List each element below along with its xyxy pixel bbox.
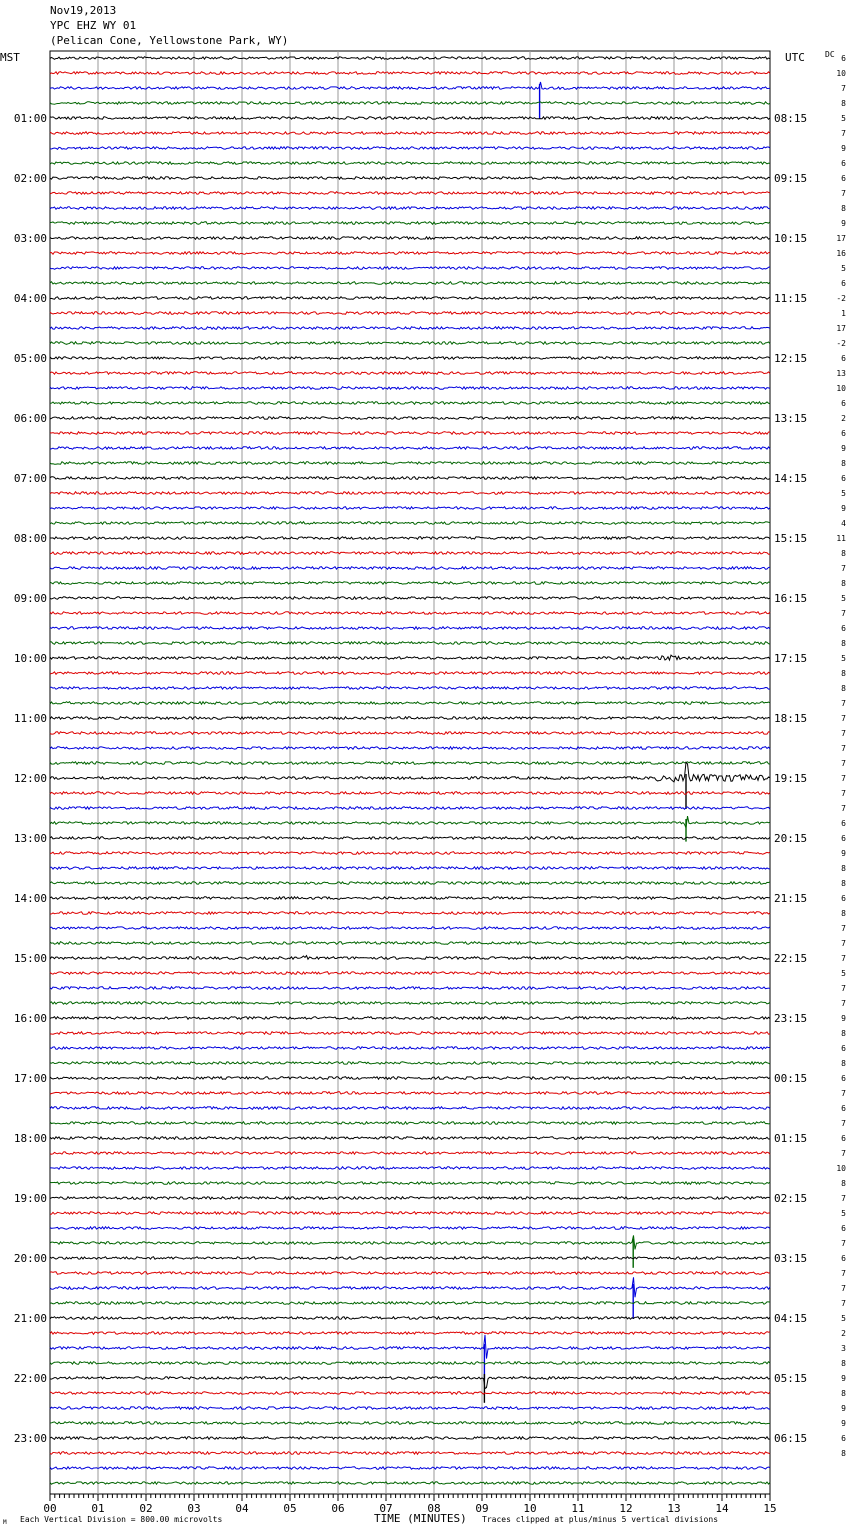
trace-row: [50, 627, 770, 630]
trace-row: [50, 642, 770, 645]
dc-offset-label: 10: [836, 1164, 846, 1173]
trace-row: [50, 57, 770, 60]
dc-offset-label: 5: [841, 969, 846, 978]
utc-label: UTC: [785, 51, 805, 64]
trace-row: [50, 1317, 770, 1320]
trace-row: [50, 372, 770, 375]
dc-offset-label: 7: [841, 1089, 846, 1098]
dc-offset-label: 7: [841, 774, 846, 783]
trace-row: [50, 267, 770, 270]
scale-note: Each Vertical Division = 800.00 microvolts: [20, 1515, 223, 1524]
dc-offset-label: 7: [841, 714, 846, 723]
clip-note: Traces clipped at plus/minus 5 vertical divisions: [482, 1515, 719, 1524]
dc-offset-label: 6: [841, 624, 846, 633]
trace-row: [50, 612, 770, 615]
trace-row: [50, 897, 770, 900]
trace-row: [50, 1047, 770, 1050]
trace-row: [50, 1482, 770, 1485]
trace-row: [50, 432, 770, 435]
utc-hour-label: 00:15: [774, 1072, 808, 1085]
trace-row: [50, 507, 770, 510]
dc-offset-label: 6: [841, 429, 846, 438]
dc-offset-label: 8: [841, 1359, 846, 1368]
x-tick-label: 14: [715, 1502, 729, 1515]
trace-row: [50, 1197, 770, 1200]
mst-hour-label: 06:00: [13, 412, 47, 425]
dc-offset-label: 7: [841, 729, 846, 738]
dc-offset-label: 1: [841, 309, 846, 318]
dc-offset-label: 7: [841, 1269, 846, 1278]
trace-row: [50, 747, 770, 750]
trace-row: [50, 357, 770, 360]
mst-hour-label: 12:00: [13, 772, 47, 785]
trace-row: [50, 1377, 770, 1389]
mst-hour-label: 01:00: [13, 112, 47, 125]
trace-row: [50, 1152, 770, 1155]
dc-offset-label: 6: [841, 399, 846, 408]
dc-offset-label: 6: [841, 1044, 846, 1053]
trace-row: [50, 342, 770, 345]
utc-hour-label: 21:15: [774, 892, 808, 905]
x-tick-label: 07: [379, 1502, 393, 1515]
dc-offset-label: 8: [841, 549, 846, 558]
mst-hour-label: 04:00: [13, 292, 47, 305]
trace-row: [50, 102, 770, 105]
mst-hour-label: 14:00: [13, 892, 47, 905]
dc-offset-label: 6: [841, 54, 846, 63]
x-tick-label: 08: [427, 1502, 441, 1515]
dc-offset-label: 8: [841, 459, 846, 468]
dc-offset-label: 7: [841, 759, 846, 768]
dc-offset-label: 7: [841, 564, 846, 573]
dc-offset-label: 2: [841, 1329, 846, 1338]
mst-label: MST: [0, 51, 20, 64]
trace-row: [50, 837, 770, 840]
dc-offset-label: 6: [841, 1224, 846, 1233]
utc-hour-label: 23:15: [774, 1012, 808, 1025]
trace-row: [50, 132, 770, 135]
trace-row: [50, 82, 770, 89]
trace-row: [50, 192, 770, 195]
dc-offset-label: 16: [836, 249, 846, 258]
trace-row: [50, 552, 770, 555]
mst-hour-label: 11:00: [13, 712, 47, 725]
x-tick-label: 00: [43, 1502, 57, 1515]
trace-row: [50, 1257, 770, 1260]
trace-row: [50, 447, 770, 450]
dc-offset-label: 7: [841, 1194, 846, 1203]
mst-hour-label: 05:00: [13, 352, 47, 365]
trace-row: [50, 732, 770, 735]
dc-offset-label: -2: [836, 294, 846, 303]
x-tick-label: 15: [763, 1502, 777, 1515]
dc-offset-label: 7: [841, 1149, 846, 1158]
dc-offset-label: 7: [841, 189, 846, 198]
trace-row: [50, 312, 770, 315]
utc-hour-label: 01:15: [774, 1132, 808, 1145]
dc-offset-label: 9: [841, 1374, 846, 1383]
dc-offset-label: 2: [841, 414, 846, 423]
dc-offset-label: 6: [841, 174, 846, 183]
utc-hour-label: 04:15: [774, 1312, 808, 1325]
trace-row: [50, 567, 770, 570]
mst-hour-label: 07:00: [13, 472, 47, 485]
dc-offset-label: 8: [841, 99, 846, 108]
trace-row: [50, 816, 770, 828]
utc-hour-label: 03:15: [774, 1252, 808, 1265]
dc-offset-label: 7: [841, 609, 846, 618]
utc-hour-label: 16:15: [774, 592, 808, 605]
trace-row: [50, 1362, 770, 1365]
trace-row: [50, 882, 770, 885]
dc-offset-label: 7: [841, 1239, 846, 1248]
trace-row: [50, 1332, 770, 1335]
header-location: (Pelican Cone, Yellowstone Park, WY): [50, 34, 289, 47]
dc-offset-label: 7: [841, 699, 846, 708]
dc-offset-label: 8: [841, 684, 846, 693]
trace-row: [50, 1437, 770, 1440]
mst-hour-label: 03:00: [13, 232, 47, 245]
dc-offset-label: 10: [836, 384, 846, 393]
dc-offset-label: 7: [841, 84, 846, 93]
mst-hour-label: 08:00: [13, 532, 47, 545]
dc-offset-label: 8: [841, 669, 846, 678]
trace-row: [50, 1467, 770, 1470]
trace-row: [50, 387, 770, 390]
trace-row: [50, 597, 770, 600]
utc-hour-label: 09:15: [774, 172, 808, 185]
utc-hour-label: 22:15: [774, 952, 808, 965]
trace-row: [50, 1302, 770, 1305]
trace-row: [50, 672, 770, 675]
trace-row: [50, 717, 770, 720]
dc-offset-label: 9: [841, 504, 846, 513]
x-tick-label: 01: [91, 1502, 105, 1515]
mst-hour-label: 22:00: [13, 1372, 47, 1385]
utc-hour-label: 11:15: [774, 292, 808, 305]
dc-offset-label: 5: [841, 654, 846, 663]
trace-row: [50, 402, 770, 405]
dc-offset-label: 8: [841, 1389, 846, 1398]
header-date: Nov19,2013: [50, 4, 117, 17]
mst-hour-label: 17:00: [13, 1072, 47, 1085]
dc-offset-label: 6: [841, 834, 846, 843]
utc-hour-label: 08:15: [774, 112, 808, 125]
dc-offset-label: 7: [841, 804, 846, 813]
dc-offset-label: 5: [841, 1314, 846, 1323]
dc-offset-label: 5: [841, 264, 846, 273]
trace-row: [50, 237, 770, 240]
trace-row: [50, 1092, 770, 1095]
dc-offset-label: 9: [841, 444, 846, 453]
dc-offset-label: 9: [841, 1404, 846, 1413]
dc-offset-label: 6: [841, 159, 846, 168]
trace-row: [50, 1272, 770, 1275]
dc-offset-label: 17: [836, 324, 846, 333]
utc-hour-label: 13:15: [774, 412, 808, 425]
trace-row: [50, 327, 770, 330]
dc-offset-label: 7: [841, 939, 846, 948]
trace-row: [50, 282, 770, 285]
dc-offset-label: 8: [841, 1029, 846, 1038]
mst-hour-label: 18:00: [13, 1132, 47, 1145]
mst-hour-label: 13:00: [13, 832, 47, 845]
trace-row: [50, 927, 770, 930]
trace-row: [50, 477, 770, 480]
x-tick-label: 06: [331, 1502, 345, 1515]
utc-hour-label: 12:15: [774, 352, 808, 365]
trace-row: [50, 762, 770, 782]
trace-row: [50, 1122, 770, 1125]
utc-hour-label: 10:15: [774, 232, 808, 245]
trace-row: [50, 162, 770, 165]
dc-offset-label: 9: [841, 219, 846, 228]
trace-row: [50, 1392, 770, 1395]
dc-offset-label: 8: [841, 1449, 846, 1458]
trace-row: [50, 1335, 770, 1359]
dc-offset-label: 3: [841, 1344, 846, 1353]
trace-row: [50, 702, 770, 705]
trace-row: [50, 252, 770, 255]
x-tick-label: 04: [235, 1502, 249, 1515]
x-tick-label: 12: [619, 1502, 633, 1515]
trace-row: [50, 1017, 770, 1020]
dc-offset-label: 8: [841, 639, 846, 648]
trace-row: [50, 522, 770, 525]
trace-row: [50, 956, 770, 960]
x-tick-label: 10: [523, 1502, 537, 1515]
x-tick-label: 05: [283, 1502, 297, 1515]
dc-offset-label: 8: [841, 204, 846, 213]
trace-row: [50, 582, 770, 585]
dc-offset-label: 6: [841, 354, 846, 363]
dc-offset-label: 6: [841, 1254, 846, 1263]
dc-offset-label: 10: [836, 69, 846, 78]
dc-label: DC: [825, 50, 835, 59]
trace-row: [50, 207, 770, 210]
dc-offset-label: 9: [841, 849, 846, 858]
dc-offset-label: 9: [841, 144, 846, 153]
trace-row: [50, 1422, 770, 1425]
dc-offset-label: 11: [836, 534, 846, 543]
dc-offset-label: 7: [841, 129, 846, 138]
utc-hour-label: 20:15: [774, 832, 808, 845]
trace-row: [50, 1407, 770, 1410]
dc-offset-label: 7: [841, 1119, 846, 1128]
trace-row: [50, 492, 770, 495]
mst-hour-label: 19:00: [13, 1192, 47, 1205]
dc-offset-label: 7: [841, 954, 846, 963]
dc-offset-label: 8: [841, 1179, 846, 1188]
utc-hour-label: 14:15: [774, 472, 808, 485]
dc-offset-label: 6: [841, 1104, 846, 1113]
mst-hour-label: 02:00: [13, 172, 47, 185]
dc-offset-label: 7: [841, 1284, 846, 1293]
trace-row: [50, 222, 770, 225]
trace-row: [50, 1062, 770, 1065]
footer-mark: M: [3, 1519, 7, 1526]
trace-row: [50, 1452, 770, 1455]
dc-offset-label: -2: [836, 339, 846, 348]
trace-row: [50, 1235, 770, 1249]
dc-offset-label: 4: [841, 519, 846, 528]
dc-offset-label: 5: [841, 489, 846, 498]
trace-row: [50, 807, 770, 810]
x-tick-label: 09: [475, 1502, 489, 1515]
trace-row: [50, 1137, 770, 1140]
trace-row: [50, 72, 770, 75]
dc-offset-label: 8: [841, 579, 846, 588]
mst-hour-label: 23:00: [13, 1432, 47, 1445]
dc-offset-label: 6: [841, 1434, 846, 1443]
mst-hour-label: 21:00: [13, 1312, 47, 1325]
trace-row: [50, 177, 770, 180]
header-station: YPC EHZ WY 01: [50, 19, 137, 32]
dc-offset-label: 17: [836, 234, 846, 243]
trace-row: [50, 147, 770, 150]
utc-hour-label: 17:15: [774, 652, 808, 665]
trace-row: [50, 417, 770, 420]
dc-offset-label: 9: [841, 1014, 846, 1023]
trace-row: [50, 1212, 770, 1215]
dc-offset-label: 13: [836, 369, 846, 378]
trace-row: [50, 1002, 770, 1005]
trace-row: [50, 762, 770, 765]
dc-offset-label: 7: [841, 1299, 846, 1308]
utc-hour-label: 05:15: [774, 1372, 808, 1385]
trace-row: [50, 117, 770, 120]
dc-offset-label: 7: [841, 999, 846, 1008]
trace-row: [50, 1277, 770, 1297]
utc-hour-label: 18:15: [774, 712, 808, 725]
utc-hour-label: 02:15: [774, 1192, 808, 1205]
trace-row: [50, 297, 770, 300]
x-tick-label: 11: [571, 1502, 585, 1515]
dc-offset-label: 8: [841, 909, 846, 918]
dc-offset-label: 8: [841, 864, 846, 873]
dc-offset-label: 7: [841, 984, 846, 993]
mst-hour-label: 20:00: [13, 1252, 47, 1265]
trace-row: [50, 1227, 770, 1230]
mst-hour-label: 09:00: [13, 592, 47, 605]
mst-hour-label: 15:00: [13, 952, 47, 965]
utc-hour-label: 06:15: [774, 1432, 808, 1445]
trace-row: [50, 462, 770, 465]
trace-row: [50, 1182, 770, 1185]
dc-offset-label: 6: [841, 1134, 846, 1143]
dc-offset-label: 5: [841, 1209, 846, 1218]
dc-offset-label: 8: [841, 1059, 846, 1068]
x-tick-label: 02: [139, 1502, 153, 1515]
x-axis-title: TIME (MINUTES): [374, 1512, 467, 1525]
dc-offset-label: 7: [841, 924, 846, 933]
utc-hour-label: 15:15: [774, 532, 808, 545]
dc-offset-label: 6: [841, 279, 846, 288]
trace-row: [50, 942, 770, 945]
trace-row: [50, 867, 770, 870]
x-tick-label: 03: [187, 1502, 201, 1515]
dc-offset-label: 7: [841, 789, 846, 798]
x-tick-label: 13: [667, 1502, 681, 1515]
dc-offset-label: 6: [841, 1074, 846, 1083]
trace-row: [50, 987, 770, 990]
trace-row: [50, 972, 770, 975]
dc-offset-label: 6: [841, 474, 846, 483]
dc-offset-label: 9: [841, 1419, 846, 1428]
trace-row: [50, 687, 770, 690]
trace-row: [50, 1167, 770, 1170]
trace-row: [50, 1077, 770, 1080]
trace-row: [50, 655, 770, 660]
trace-row: [50, 912, 770, 915]
mst-hour-label: 10:00: [13, 652, 47, 665]
trace-row: [50, 852, 770, 855]
dc-offset-label: 7: [841, 744, 846, 753]
mst-hour-label: 16:00: [13, 1012, 47, 1025]
dc-offset-label: 8: [841, 879, 846, 888]
trace-row: [50, 792, 770, 795]
dc-offset-label: 5: [841, 594, 846, 603]
trace-row: [50, 537, 770, 540]
dc-offset-label: 6: [841, 894, 846, 903]
dc-offset-label: 5: [841, 114, 846, 123]
dc-offset-label: 6: [841, 819, 846, 828]
utc-hour-label: 19:15: [774, 772, 808, 785]
trace-row: [50, 1032, 770, 1035]
trace-row: [50, 1107, 770, 1110]
